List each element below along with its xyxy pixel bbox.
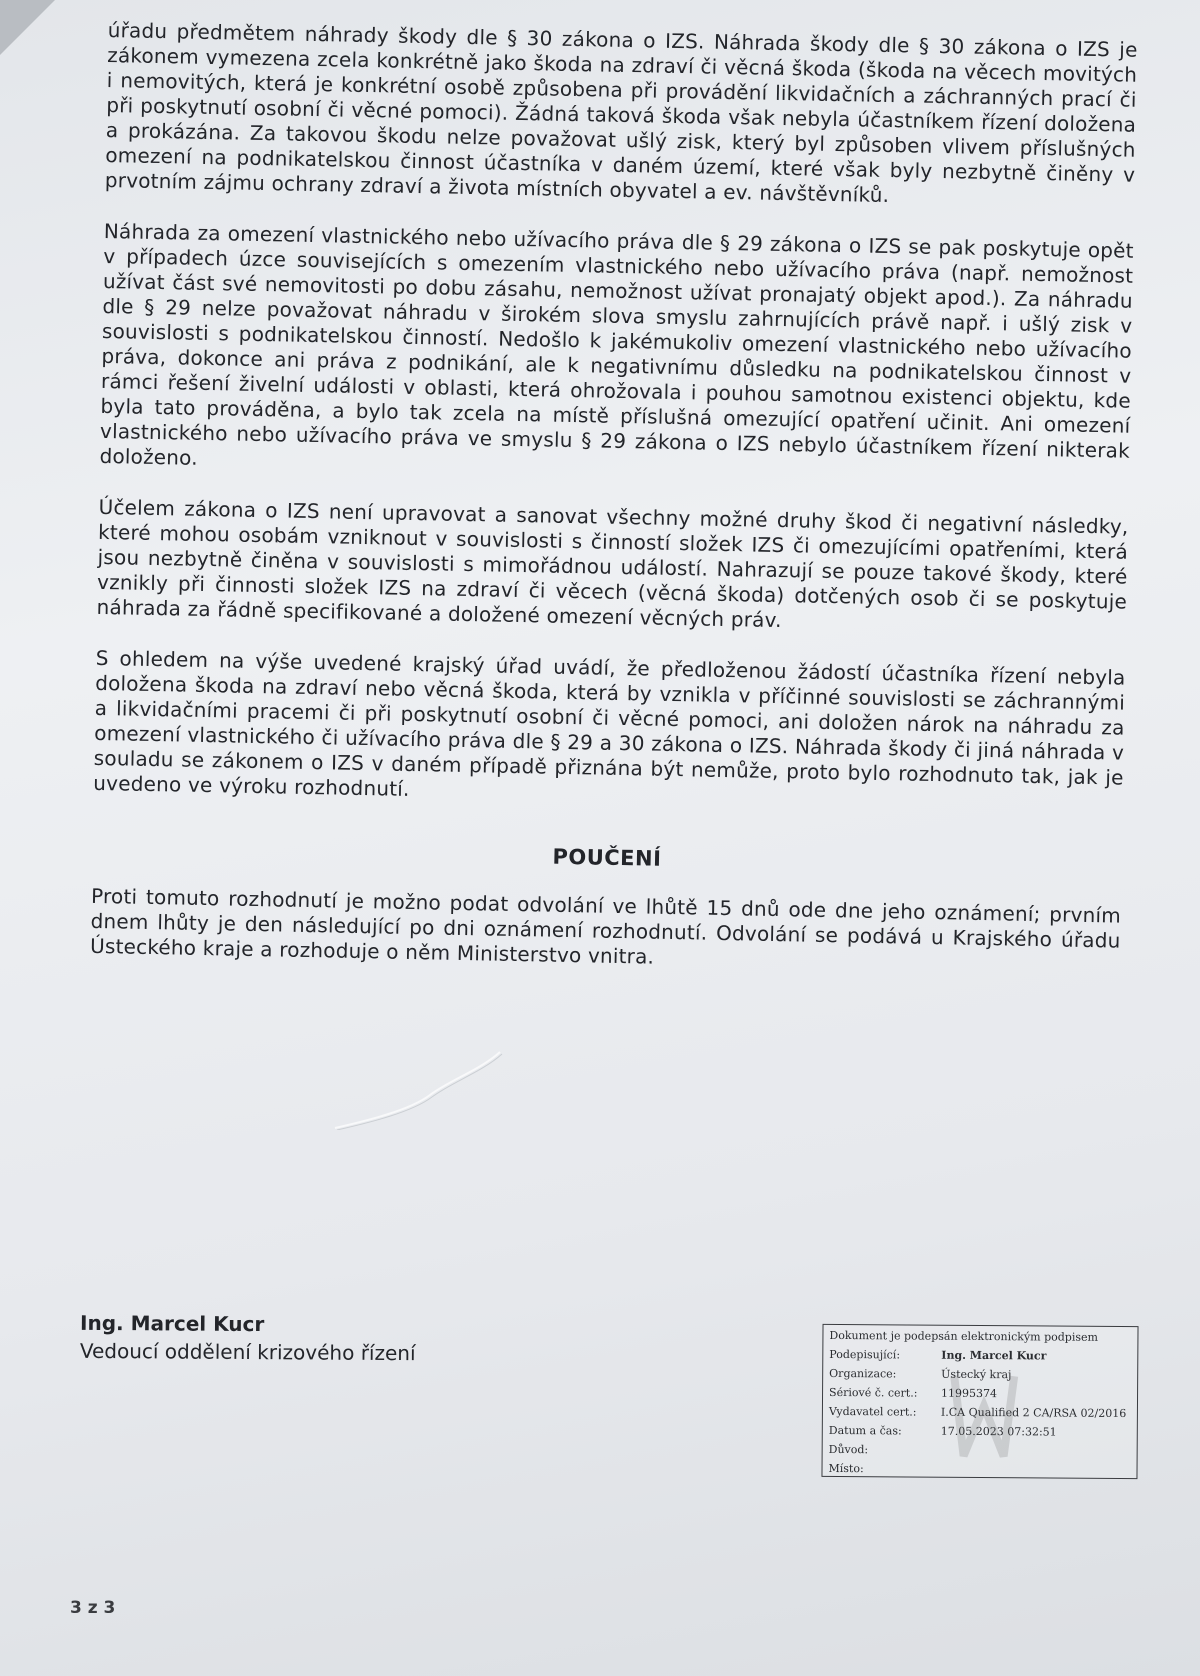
e-signature-key: Sériové č. cert.: bbox=[829, 1385, 918, 1400]
e-signature-value: 17.05.2023 07:32:51 bbox=[940, 1424, 1057, 1439]
e-signature-value: 11995374 bbox=[941, 1386, 998, 1401]
e-signature-key: Důvod: bbox=[828, 1442, 869, 1457]
page-number: 3 z 3 bbox=[70, 1598, 116, 1618]
paragraph-property-restriction: Náhrada za omezení vlastnického nebo užívacího práva dle § 29 zákona o IZS se pak poskytuje opět v případech úzce souvisejících s omezením vlastnického nebo užívacího práva (např. nemožnost užívat část své nemovitosti po dobu zásahu, nemožnost užívat pronajatý objekt apod.). Za náhradu dle § 29 nelze považovat náhradu v širokém slova smyslu zahrnujících právě např. i ušlý zisk v souvislosti s podnikatelskou činností. Nedošlo k jakémukoliv omezení vlastnického nebo užívacího práva, dokonce ani práva z podnikání, ale k negativnímu důsledku na podnikatelskou činnost v rámci řešení živelní události v oblasti, která ohrožovala i pouhou samotnou existenci objektu, kde byla tato prováděna, a bylo tak zcela na místě příslušná omezující opatření učinit. Ani omezení vlastnického nebo užívacího práva ve smyslu § 29 zákona o IZS nebylo účastníkem řízení nikterak doloženo. bbox=[99, 218, 1134, 470]
e-signature-key: Podepisující: bbox=[829, 1347, 901, 1362]
e-signature-key: Datum a čas: bbox=[828, 1423, 902, 1438]
e-signature-row bbox=[829, 1345, 1131, 1366]
e-signature-key: Organizace: bbox=[829, 1366, 897, 1381]
document-body bbox=[89, 18, 1137, 1005]
e-signature-key: Vydavatel cert.: bbox=[828, 1404, 917, 1419]
signatory-role: Vedoucí oddělení krizového řízení bbox=[79, 1338, 416, 1366]
e-signature-title: Dokument je podepsán elektronickým podpisem bbox=[829, 1328, 1099, 1344]
e-signature-key: Místo: bbox=[828, 1461, 864, 1476]
signature-logo-icon bbox=[949, 1366, 1020, 1466]
paper-crease bbox=[330, 1050, 510, 1130]
instruction-heading: POUČENÍ bbox=[552, 844, 662, 871]
e-signature-value: I.CA Qualified 2 CA/RSA 02/2016 bbox=[940, 1405, 1127, 1421]
instruction-text: Proti tomuto rozhodnutí je možno podat odvolání ve lhůtě 15 dnů ode dne jeho oznámení; prvním dnem lhůty je den následující po dni oznámení rozhodnutí. Odvolání se podává u Krajského úřadu Ústeckého kraje a rozhoduje o něm Ministerstvo vnitra. bbox=[89, 883, 1122, 969]
e-signature-value: Ing. Marcel Kucr bbox=[941, 1348, 1047, 1363]
paragraph-conclusion: S ohledem na výše uvedené krajský úřad uvádí, že předloženou žádostí účastníka řízení nebyla doložena škoda na zdraví nebo věcná škoda, která by vznikla v příčinné souvislosti se záchrannými a likvidačními pracemi či při poskytnutí osobní či věcné pomoci, ani doložen nárok na náhradu za omezení vlastnického či užívacího práva dle § 29 a 30 zákona o IZS. Náhrada škody či jiná náhrada v souladu se zákonem o IZS v daném případě přiznána být nemůže, proto bylo rozhodnuto tak, jak je uvedeno ve výroku rozhodnutí. bbox=[93, 645, 1126, 801]
e-signature-value: Ústecký kraj bbox=[941, 1367, 1012, 1382]
folded-corner bbox=[0, 0, 55, 55]
signature-block bbox=[80, 1311, 416, 1365]
paragraph-damage-compensation: úřadu předmětem náhrady škody dle § 30 zákona o IZS. Náhrada škody dle § 30 zákona o IZS je zákonem vymezena zcela konkrétně jako škoda na zdraví či věcná škoda (škoda na věcech movitých i nemovitých, která je konkrétní osobě způsobena při provádění likvidačních a záchranných prací či při poskytnutí osobní či věcné pomoci). Žádná taková škoda však nebyla účastníkem řízení doložena a prokázána. Za takovou škodu nelze považovat ušlý zisk, který byl způsoben vlivem příslušných omezení na podnikatelskou činnost účastníka v daném území, které však byly nezbytně činěny v prvotním zájmu ochrany zdraví a života místních obyvatel a ev. návštěvníků. bbox=[104, 18, 1138, 208]
paragraph-law-purpose: Účelem zákona o IZS není upravovat a sanovat všechny možné druhy škod či negativní následky, které mohou osobám vzniknout v souvislosti s činností složek IZS či omezujícími opatřeními, která jsou nezbytně činěna v souvislosti s mimořádnou událostí. Nahrazují se pouze takové škody, které vznikly při činnosti složek IZS na zdraví či věcech (věcná škoda) dotčených osob či se poskytuje náhrada za řádně specifikované a doložené omezení věcných práv. bbox=[96, 494, 1129, 633]
signatory-name: Ing. Marcel Kucr bbox=[80, 1310, 265, 1337]
e-signature-value bbox=[941, 1469, 1131, 1470]
electronic-signature-box bbox=[821, 1324, 1138, 1479]
